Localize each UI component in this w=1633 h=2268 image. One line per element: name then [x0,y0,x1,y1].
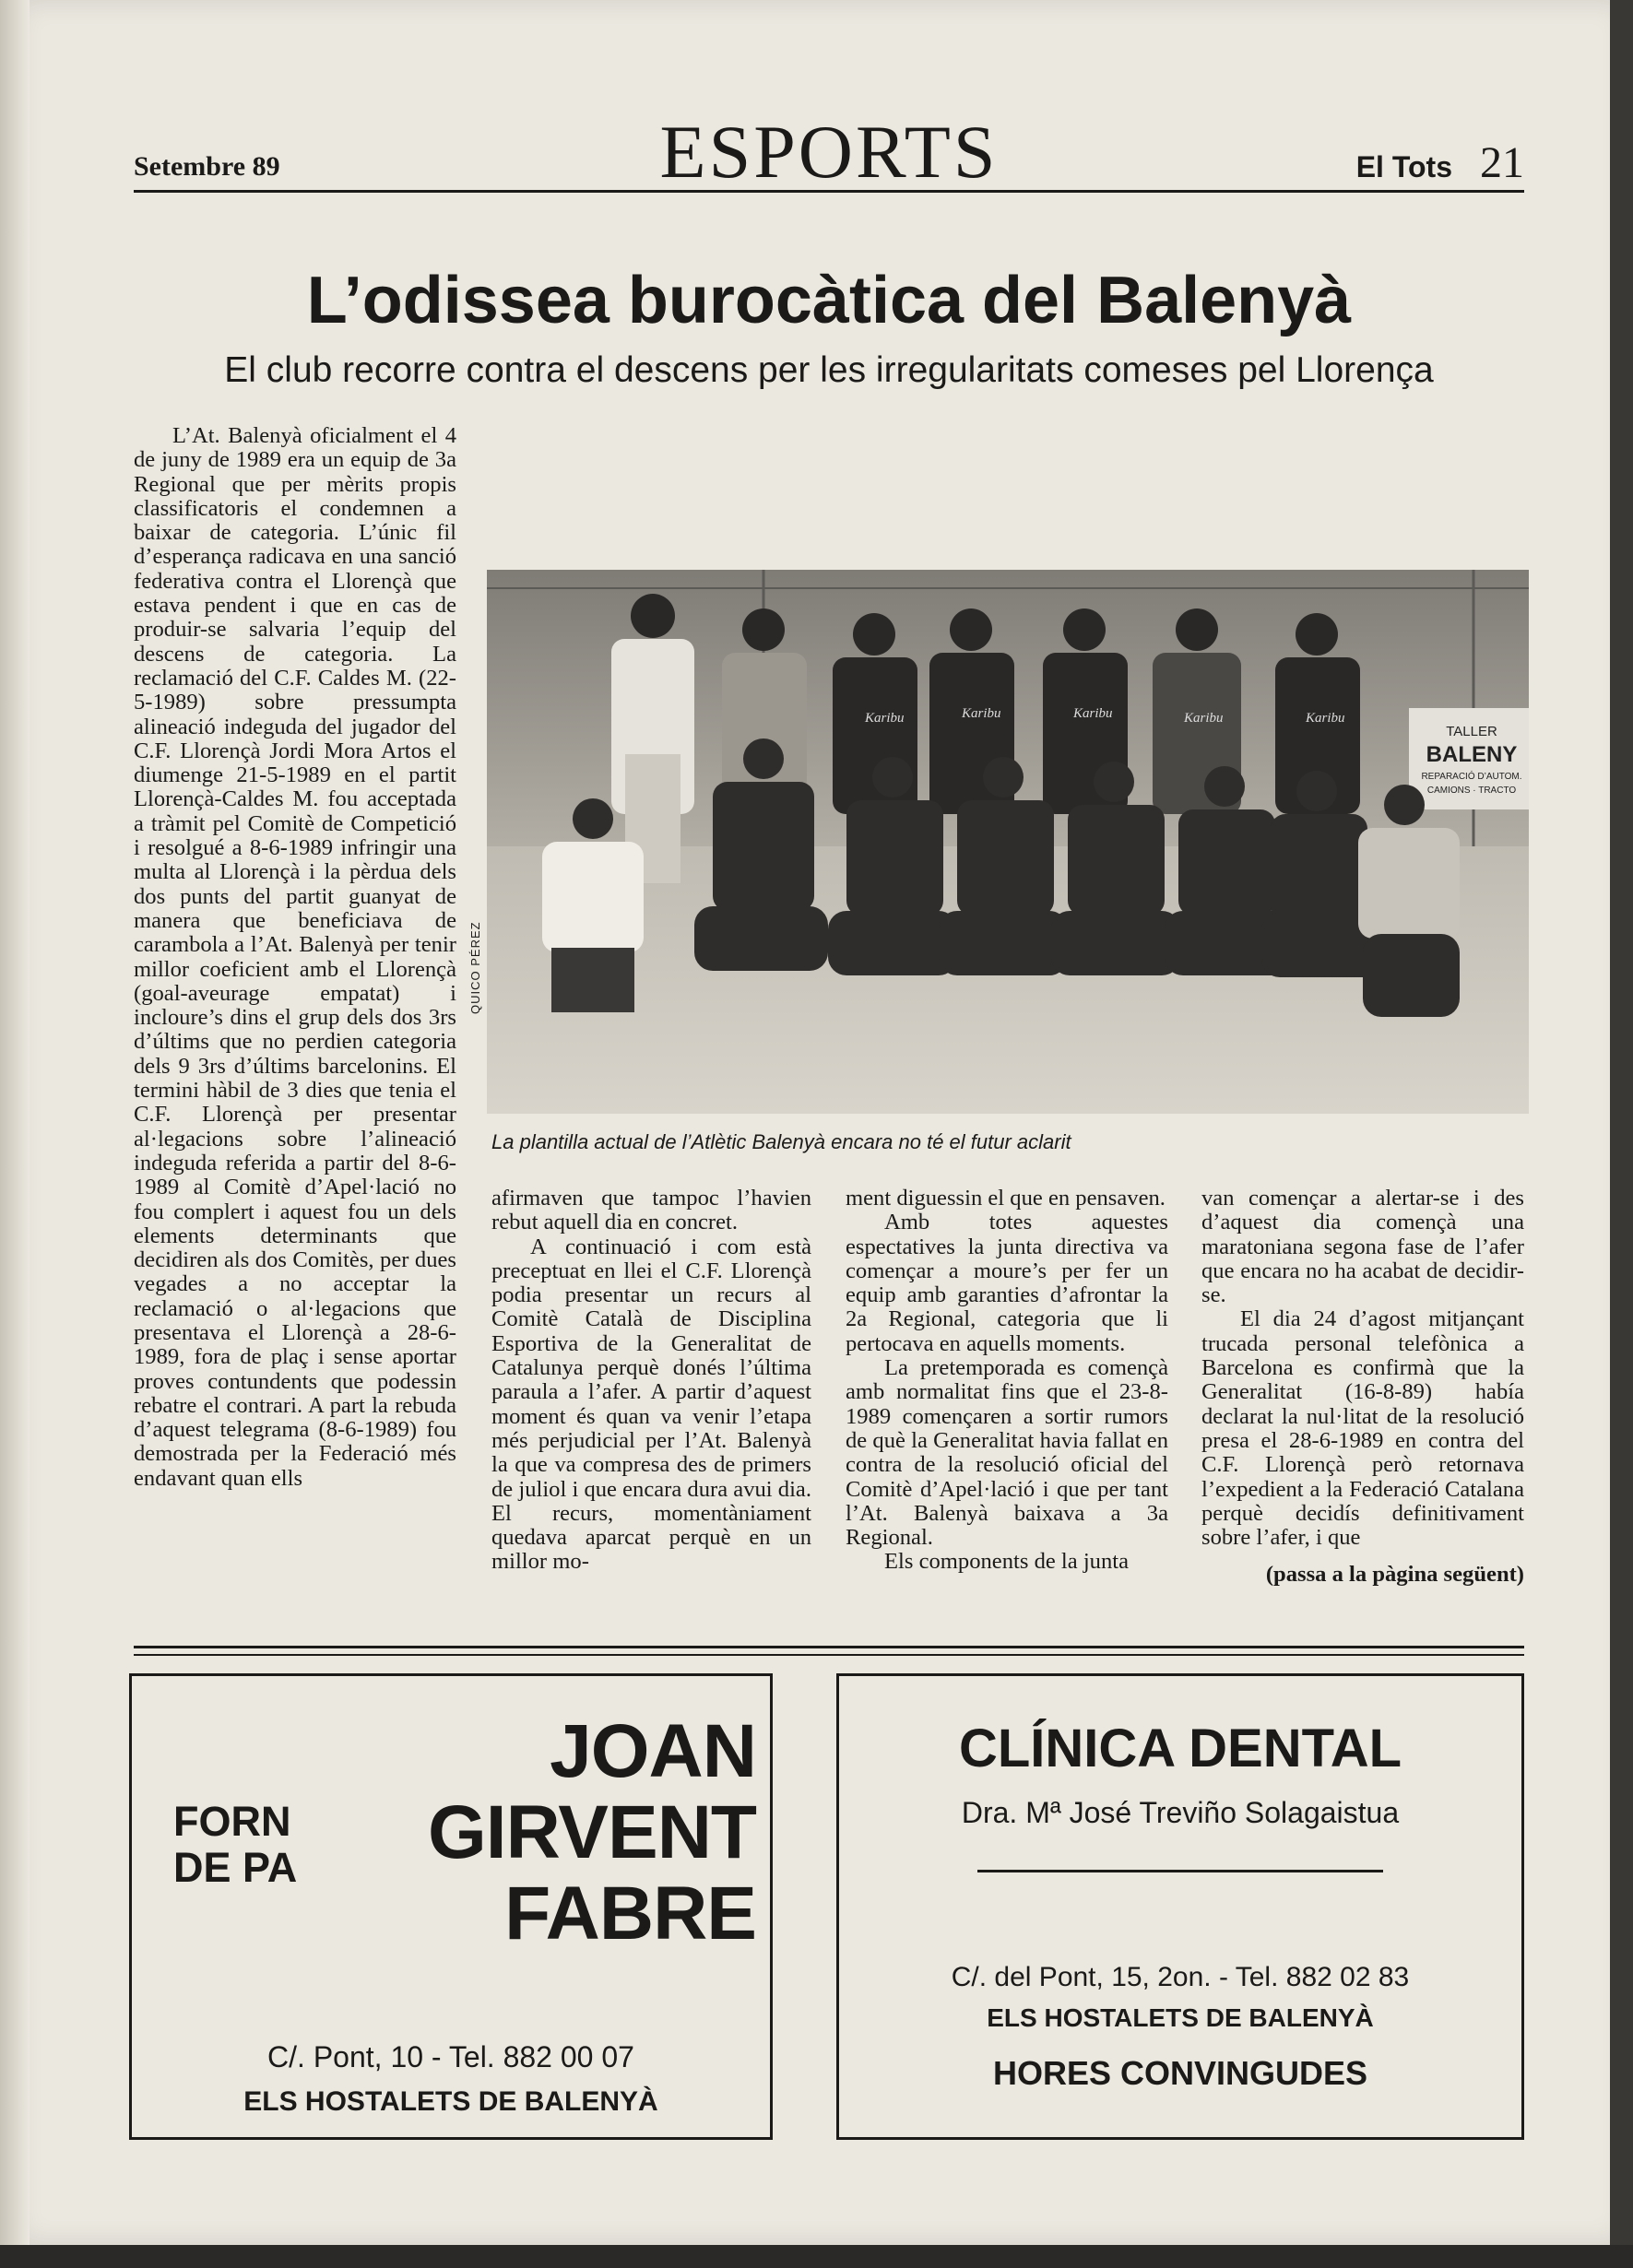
paragraph: Amb totes aquestes espectatives la junta directiva va començar a moure’s per fer un equip amb garanties d’afrontar la 2a Regional, categoria que li pertocava en aquells moments. [846,1210,1168,1356]
section-title: ESPORTS [659,110,999,194]
article-headline: L’odissea burocàtica del Balenyà [306,264,1352,337]
paragraph: A continuació i com està preceptuat en llei el C.F. Llorençà podia presentar un recurs al Comitè Català de Disciplina Esportiva de la Generalitat de Catalunya perquè donés l’última paraula a l’afer. A partir d’aquest moment és quan va venir l’etapa més perjudicial per l’At. Balenyà la que va compresa des de primers de juliol i que encara dura avui dia. El recurs, momentàniament quedava aparcat perquè en un millor mo- [491,1234,811,1575]
article-column-4 [1201,1187,1524,1588]
scan-border [0,2245,1633,2268]
section-divider [134,1646,1524,1656]
page-fold-shadow [0,0,30,2268]
ad-dental-rule [977,1870,1383,1872]
team-photo-image [487,570,1529,1114]
paragraph: van començar a alertar-se i des d’aquest dia començà una maratoniana segona fase de l’afer que encara no ha acabat de decidir-se. [1201,1186,1524,1308]
issue-date: Setembre 89 [134,151,280,182]
ad-bakery-type-line-2: DE PA [173,1844,298,1891]
header-right [1356,137,1524,188]
photo-credit: QUICO PÉREZ [468,921,482,1014]
paragraph: ment diguessin el que en pensaven. [846,1186,1166,1211]
article-column-1 [134,424,456,1650]
page-header [134,111,1524,193]
article-column-2 [491,1187,811,1575]
sign-line-3: REPARACIÓ D’AUTOM. [1421,772,1522,782]
ad-bakery [129,1673,773,2140]
sign-line-1: TALLER [1446,724,1497,739]
ad-bakery-town: ELS HOSTALETS DE BALENYÀ [243,2086,658,2117]
ad-dental-title: CLÍNICA DENTAL [958,1719,1402,1778]
sign-line-2: BALENY [1426,742,1518,767]
page-number: 21 [1480,138,1524,187]
ad-dental-doctor: Dra. Mª José Treviño Solagaistua [961,1796,1400,1829]
paragraph: afirmaven que tampoc l’havien rebut aquell dia en concret. [491,1186,811,1235]
article-subhead: El club recorre contra el descens per les irregularitats comeses pel Llorença [224,350,1434,390]
ad-dental-clinic [836,1673,1524,2140]
continued-note: (passa a la pàgina següent) [1265,1562,1524,1588]
ad-dental-hours: HORES CONVINGUDES [992,2054,1368,2092]
paragraph: Els components de la junta [884,1549,1130,1575]
paragraph: La pretemporada es començà amb normalitat fins que el 23-8-1989 començaren a sortir rumors de què la Generalitat havia fallat en contra de la resolució oficial del Comitè d’Apel·lació i que per tant l’At. Balenyà baixava a 3a Regional. [846,1355,1168,1551]
team-photo [487,570,1529,1114]
svg-text:Karibu: Karibu [962,706,1001,721]
ad-dental-address: C/. del Pont, 15, 2on. - Tel. 882 02 83 [951,1962,1410,1992]
ad-bakery-owner [428,1711,756,1955]
paragraph: L’At. Balenyà oficialment el 4 de juny de 1989 era un equip de 3a Regional que per mèrits propis classificatoris el condemnen a baixar de categoria. L’únic fil d’esperança radicava en una sanció federativa contra el Llorençà que estava pendent i que en cas de produir-se salvaria l’equip del descens de categoria. La reclamació del C.F. Caldes M. (22-5-1989) sobre pressumpta alineació indeguda del jugador del C.F. Llorençà Jordi Mora Artos el diumenge 21-5-1989 en el partit Llorençà-Caldes M. fou acceptada a tràmit pel Comitè de Competició i resolgué a 8-6-1989 infringir una multa al Llorençà i la pèrdua dels dos punts del partit guanyat de manera que beneficiava de carambola a l’At. Balenyà per tenir millor coeficient amb el Llorençà (goal-aveurage empatat) i incloure’s dins el grup dels dos 3rs d’últims que no perdien categoria dels 9 3rs d’últims barcelonins. El termini hàbil de 3 dies que tenia el C.F. Llorençà per presentar al·legacions sobre l’alineació indeguda referida a partir del 8-6-1989 al Comitè d’Apel·lació no fou complert i aquest fou un dels elements determinants que decidiren als dos Comitès, per dues vegades a no acceptar la reclamació o al·legacions que presentava el Llorençà a 28-6-1989, fora de plaç i sense aportar proves contundents que podessin rebatre el contrari. A part la rebuda d’aquest telegrama (8-6-1989) fou demostrada per la Federació més endavant quan ells [134,423,456,1491]
ad-bakery-name-line-2: GIRVENT [428,1790,756,1874]
ad-bakery-name-line-1: JOAN [550,1709,756,1793]
svg-text:Karibu: Karibu [1184,711,1224,726]
ad-bakery-type [173,1799,297,1891]
article-column-3 [846,1187,1168,1575]
paragraph: El dia 24 d’agost mitjançant trucada personal telefònica a Barcelona es confirmà que la Generalitat (16-8-89) había declarat la nul·litat de la resolució presa el 28-6-1989 en contra del C.F. Llorençà però retornava l’expedient a la Federació Catalana perquè decidís definitivament sobre l’afer, i que [1201,1306,1524,1551]
ad-bakery-type-line-1: FORN [173,1798,291,1845]
sign-line-4: CAMIONS · TRACTO [1426,786,1517,796]
svg-text:Karibu: Karibu [1306,711,1345,726]
publication-name: El Tots [1355,150,1452,183]
svg-text:Karibu: Karibu [865,711,905,726]
ad-bakery-address: C/. Pont, 10 - Tel. 882 00 07 [267,2040,634,2073]
svg-text:Karibu: Karibu [1073,706,1113,721]
ad-dental-town: ELS HOSTALETS DE BALENYÀ [987,2003,1374,2032]
ad-bakery-name-line-3: FABRE [504,1872,756,1955]
photo-caption: La plantilla actual de l’Atlètic Balenyà encara no té el futur aclarit [491,1130,1071,1153]
